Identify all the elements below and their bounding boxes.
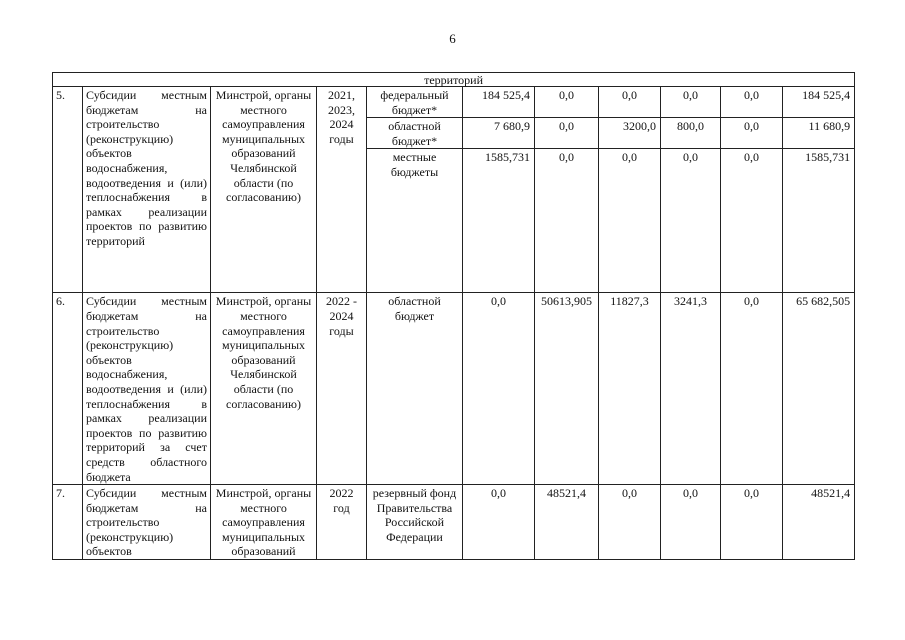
continuation-row — [53, 73, 855, 87]
implementation-years: 2021, 2023, 2024 годы — [328, 88, 355, 146]
measure-description: Субсидии местным бюджетам на строительство (реконструкцию) объектов — [83, 485, 211, 560]
amount-cell: 3200,0 — [599, 118, 661, 149]
amount-cell: 0,0 — [721, 118, 783, 149]
executor: Минстрой, органы местного самоуправления муниципальных образований Челябинской области (по согласованию) — [211, 87, 317, 293]
row-number: 6. — [53, 293, 83, 485]
total-cell: 11 680,9 — [783, 118, 855, 149]
funding-source: областной бюджет* — [367, 118, 463, 149]
implementation-years: 2022 год — [329, 486, 354, 515]
budget-table — [52, 72, 855, 560]
amount-cell: 0,0 — [535, 87, 599, 118]
table-row — [53, 87, 855, 118]
amount-cell: 0,0 — [599, 149, 661, 293]
funding-source: федеральный бюджет* — [367, 87, 463, 118]
amount-cell: 184 525,4 — [463, 87, 535, 118]
row-number: 5. — [53, 87, 83, 293]
page-number: 6 — [449, 31, 456, 46]
amount-cell: 0,0 — [661, 485, 721, 560]
funding-source: резервный фонд Правительства Российской Федерации — [367, 485, 463, 560]
amount-cell: 0,0 — [721, 149, 783, 293]
continuation-header: территорий — [53, 73, 855, 87]
measure-description: Субсидии местным бюджетам на строительство (реконструкцию) объектов водоснабжения, водоотведения и (или) теплоснабжения в рамках реализации проектов по развитию территорий — [83, 87, 211, 293]
amount-cell: 800,0 — [661, 118, 721, 149]
amount-cell: 0,0 — [463, 485, 535, 560]
amount-cell: 0,0 — [599, 485, 661, 560]
amount-cell: 3241,3 — [661, 293, 721, 485]
amount-cell: 0,0 — [661, 87, 721, 118]
implementation-years: 2022 - 2024 годы — [326, 294, 357, 338]
amount-cell: 0,0 — [661, 149, 721, 293]
executor: Минстрой, органы местного самоуправления муниципальных образований Челябинской области (по согласованию) — [211, 293, 317, 485]
funding-source: областной бюджет — [367, 293, 463, 485]
amount-cell: 11827,3 — [599, 293, 661, 485]
table-row — [53, 293, 855, 485]
row-number: 7. — [53, 485, 83, 560]
amount-cell: 0,0 — [535, 149, 599, 293]
total-cell: 1585,731 — [783, 149, 855, 293]
amount-cell: 1585,731 — [463, 149, 535, 293]
total-cell: 48521,4 — [783, 485, 855, 560]
total-cell: 65 682,505 — [783, 293, 855, 485]
table-row — [53, 485, 855, 560]
amount-cell: 7 680,9 — [463, 118, 535, 149]
amount-cell: 0,0 — [599, 87, 661, 118]
measure-description: Субсидии местным бюджетам на строительство (реконструкцию) объектов водоснабжения, водоотведения и (или) теплоснабжения в рамках реализации проектов по развитию территорий за счет средств областного бюджета — [83, 293, 211, 485]
amount-cell: 0,0 — [721, 293, 783, 485]
amount-cell: 0,0 — [721, 485, 783, 560]
amount-cell: 0,0 — [721, 87, 783, 118]
amount-cell: 48521,4 — [535, 485, 599, 560]
amount-cell: 50613,905 — [535, 293, 599, 485]
funding-source: местные бюджеты — [367, 149, 463, 293]
amount-cell: 0,0 — [535, 118, 599, 149]
total-cell: 184 525,4 — [783, 87, 855, 118]
amount-cell: 0,0 — [463, 293, 535, 485]
executor: Минстрой, органы местного самоуправления муниципальных образований — [211, 485, 317, 560]
